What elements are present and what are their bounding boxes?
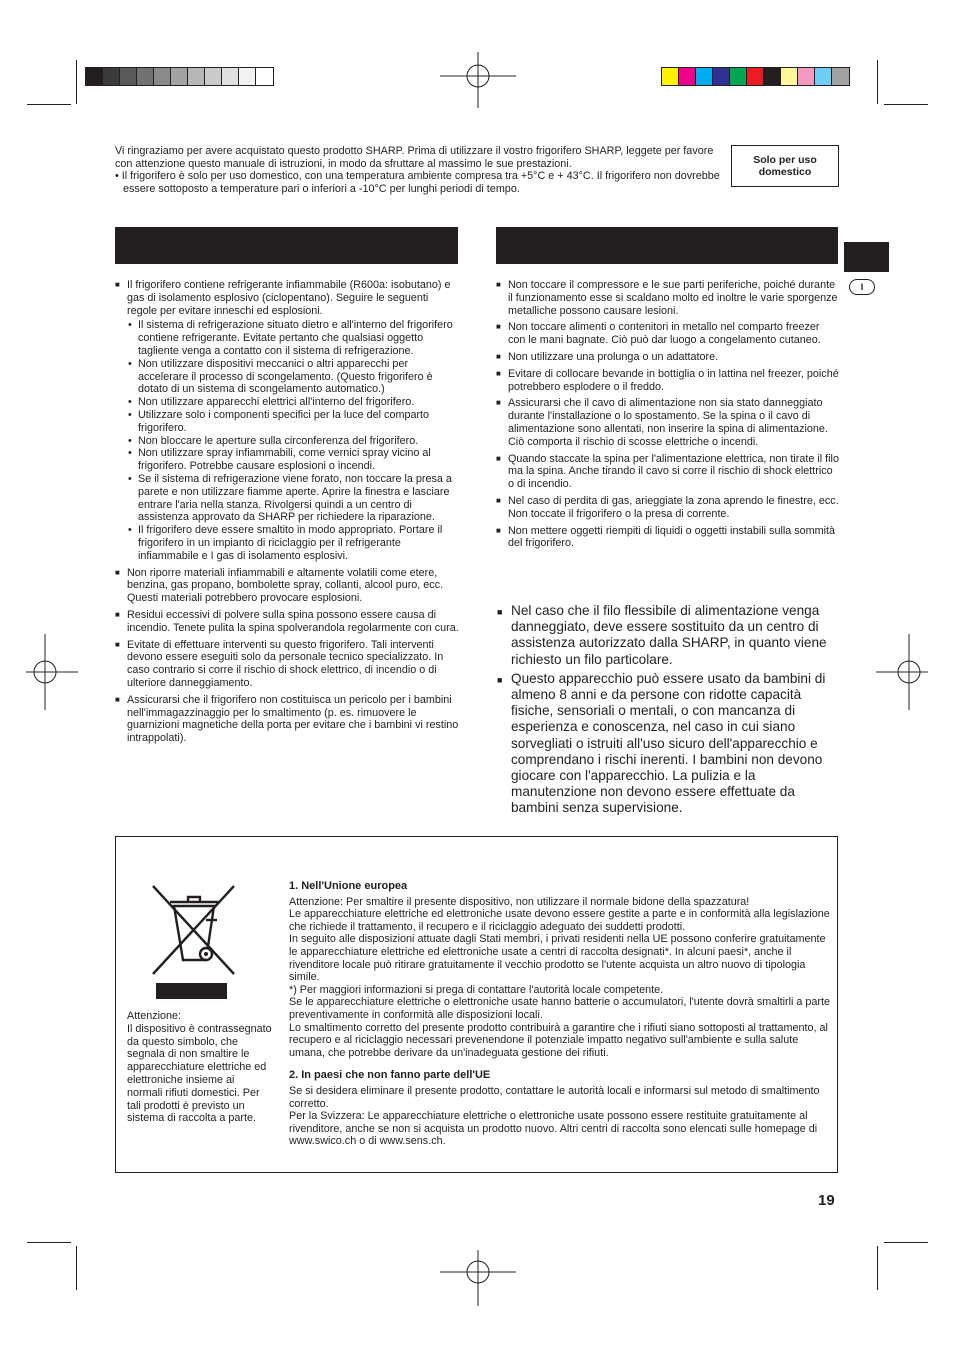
right-warnings-column [496, 279, 839, 554]
list-item: • Non bloccare le aperture sulla circonferenza del frigorifero. [127, 435, 460, 448]
crop-mark [76, 60, 77, 104]
crop-mark [27, 1242, 71, 1243]
paragraph: Le apparecchiature elettriche ed elettroniche usate devono essere gestite a parte e in conformità alla legislazione che richiede il trattamento, il recupero e il riciclaggio adeguato dei suddetti prodotti. [289, 908, 830, 933]
sub-warnings-list [127, 319, 460, 562]
section-heading-non-eu: 2. In paesi che non fanno parte dell'UE [289, 1069, 491, 1082]
attention-label: Attenzione: [127, 1010, 182, 1022]
color-swatch [747, 68, 764, 85]
list-item: ■ Quando staccate la spina per l'alimentazione elettrica, non tirate il filo ma la spina. Anche tirando il cavo si corre il rischio di shock elettrico o di incendio. [496, 453, 839, 491]
crop-mark [884, 1242, 928, 1243]
color-swatch [222, 68, 239, 85]
color-swatch [86, 68, 103, 85]
domestic-use-badge [731, 145, 839, 187]
paragraph: Attenzione: Per smaltire il presente dispositivo, non utilizzare il normale bidone della spazzatura! [289, 895, 750, 908]
list-item: ■ Nel caso di perdita di gas, arieggiate la zona aprendo le finestre, ecc. Non toccate il frigorifero o la presa di corrente. [496, 495, 839, 521]
crop-mark [884, 104, 928, 105]
list-item: ■ Non mettere oggetti riempiti di liquidi o oggetti instabili sulla sommità del frigorifero. [496, 525, 839, 551]
color-swatch [764, 68, 781, 85]
list-item: ■ Evitate di effettuare interventi su questo frigorifero. Tali interventi devono essere eseguiti solo da personale tecnico specializzato. In caso contrario si corre il rischio di shock elettrico, di incendio o di ulteriore danneggiamento. [115, 639, 460, 690]
list-item: • Non utilizzare spray infiammabili, come vernici spray vicino al frigorifero. Potrebbe causare esplosioni o incendi. [127, 447, 460, 473]
list-item: ■ Il frigorifero contiene refrigerante infiammabile (R600a: isobutano) e gas di isolamento esplosivo (ciclopentano). Seguire le seguenti regole per evitare inneschi ed esplosioni. • Il sistema di refrigerazione situato dietro e all'interno del frigorifero contiene refrigerante. Evitate pertanto che qualsiasi oggetto tagliente venga a contatto con il sistema di refrigerazione. • Non utilizzare dispositivi meccanici o altri apparecchi per accelerare il processo di scongelamento. (Questo frigorifero è dotato di un sistema di scongelamento automatico.) • Non utilizzare apparecchi elettrici all'interno del frigorifero. • Utilizzare solo i componenti specifici per la luce del comparto frigorifero. • Non bloccare le aperture sulla circonferenza del frigorifero. • Non utilizzare spray infiammabili, come vernici spray vicino al frigorifero. Potrebbe causare esplosioni o incendi. • Se il sistema di refrigerazione viene forato, non toccare la presa a parete e non utilizzare fiamme aperte. Aprire la finestra e lasciare entrare l'aria nella stanza. Rivolgersi quindi a un centro di assistenza approvato da SHARP per richiedere la riparazione. • Il frigorifero deve essere smaltito in modo appropriato. Portare il frigorifero in un impianto di riciclaggio per il refrigerante infiammabile e I gas di isolamento esplosivi. [115, 279, 460, 563]
list-item: • Il frigorifero deve essere smaltito in modo appropriato. Portare il frigorifero in un impianto di riciclaggio per il refrigerante infiammabile e I gas di isolamento esplosivi. [127, 524, 460, 562]
list-item: • Utilizzare solo i componenti specifici per la luce del comparto frigorifero. [127, 409, 460, 435]
list-item: ■ Residui eccessivi di polvere sulla spina possono essere causa di incendio. Tenete pulita la spina spolverandola regolarmente con cura. [115, 609, 460, 635]
list-item: ■ Evitare di collocare bevande in bottiglia o in lattina nel freezer, poiché potrebbero esplodere o il freddo. [496, 368, 839, 394]
crop-mark [27, 104, 71, 105]
warnings-list [496, 279, 839, 550]
color-swatch [256, 68, 273, 85]
section-heading-eu: 1. Nell'Unione europea [289, 880, 408, 892]
crop-mark [877, 1246, 878, 1290]
list-item: • Non utilizzare dispositivi meccanici o altri apparecchi per accelerare il processo di scongelamento. (Questo frigorifero è dotato di un sistema di scongelamento automatico.) [127, 358, 460, 396]
page-number: 19 [818, 1192, 835, 1209]
color-swatch [679, 68, 696, 85]
list-item: • Se il sistema di refrigerazione viene forato, non toccare la presa a parete e non utilizzare fiamme aperte. Aprire la finestra e lasciare entrare l'aria nella stanza. Rivolgersi quindi a un centro di assistenza approvato da SHARP per richiedere la riparazione. [127, 473, 460, 524]
color-swatch [154, 68, 171, 85]
color-swatch [137, 68, 154, 85]
notices-list [497, 603, 841, 817]
crossed-out-bin-icon [150, 882, 238, 1002]
intro-usage-note: • Il frigorifero è solo per uso domestico, con una temperatura ambiente compresa tra +5°C e + 43°C. Il frigorifero non dovrebbe essere sottoposto a temperature pari o inferiori a -10°C per lunghi periodi di tempo. [115, 170, 720, 195]
color-swatch [103, 68, 120, 85]
color-swatch [815, 68, 832, 85]
list-item: ■ Non riporre materiali infiammabili e altamente volatili come etere, benzina, gas propano, bombolette spray, collanti, alcool puro, ecc. Questi materiali potrebbero provocare esplosioni. [115, 567, 460, 605]
paragraph: Se si desidera eliminare il presente prodotto, contattare le autorità locali e informarsi sul metodo di smaltimento corretto. [289, 1084, 820, 1110]
disposal-symbol-note [127, 1010, 272, 1125]
left-warnings-column [115, 279, 460, 749]
section-header-bar-left [115, 227, 458, 264]
registration-target-icon [440, 1250, 516, 1306]
color-swatch [798, 68, 815, 85]
paragraph: In seguito alle disposizioni attuate dagli Stati membri, i privati residenti nella UE possono conferire gratuitamente le apparecchiature elettriche ed elettroniche usate a centri di raccolta designati*. In alcuni paesi*, anche il rivenditore locale può ritirare gratuitamente il vecchio prodotto se l'utente acquista un altro nuovo di tipologia simile. [289, 933, 826, 984]
symbol-explanation: Il dispositivo è contrassegnato da questo simbolo, che segnala di non smaltire le apparecchiature elettriche ed elettroniche insieme ai normali rifiuti domestici. Per tali prodotti è previsto un sistema di raccolta a parte. [127, 1022, 272, 1125]
list-item: ■ Non toccare il compressore e le sue parti periferiche, poiché durante il funzionamento esse si scaldano molto ed inoltre le varie sporgenze metalliche possono causare lesioni. [496, 279, 839, 317]
paragraph: *) Per maggiori informazioni si prega di contattare l'autorità locale competente. [289, 983, 664, 996]
list-item: ■ Assicurarsi che il cavo di alimentazione non sia stato danneggiato durante l'installazione o lo spostamento. Se la spina o il cavo di alimentazione sono allentati, non inserire la spina di alimentazione. Ciò comporta il rischio di scosse elettriche o incendi. [496, 397, 839, 448]
list-item: • Il sistema di refrigerazione situato dietro e all'interno del frigorifero contiene refrigerante. Evitate pertanto che qualsiasi oggetto tagliente venga a contatto con il sistema di refrigerazione. [127, 319, 460, 357]
list-item: ■ Questo apparecchio può essere usato da bambini di almeno 8 anni e da persone con ridotte capacità fisiche, sensoriali o mentali, o con mancanza di esperienza e conoscenza, nel caso in cui siano sorvegliati o istruiti all'uso sicuro dell'apparecchio e comprendano i rischi inerenti. I bambini non devono giocare con l'apparecchio. La pulizia e la manutenzione non devono essere effettuate da bambini senza supervisione. [497, 671, 841, 817]
list-item: • Non utilizzare apparecchi elettrici all'interno del frigorifero. [127, 396, 460, 409]
list-item: ■ Nel caso che il filo flessibile di alimentazione venga danneggiato, deve essere sostituito da un centro di assistenza autorizzato dalla SHARP, in quanto viene richiesto un filo particolare. [497, 603, 841, 668]
crop-mark [877, 60, 878, 104]
intro-paragraph: Vi ringraziamo per avere acquistato questo prodotto SHARP. Prima di utilizzare il vostro frigorifero SHARP, leggete per favore con attenzione questo manuale di istruzioni, in modo da sfruttare al massimo le sue prestazioni. [115, 145, 714, 170]
warnings-list [115, 279, 460, 745]
color-swatch [205, 68, 222, 85]
color-swatch [713, 68, 730, 85]
color-swatch [696, 68, 713, 85]
color-swatch [832, 68, 849, 85]
registration-target-icon [26, 634, 78, 710]
important-notices [497, 603, 841, 820]
registration-target-icon [876, 634, 928, 710]
crop-mark [76, 1246, 77, 1290]
disposal-instructions [289, 880, 834, 1148]
paragraph: Lo smaltimento corretto del presente prodotto contribuirà a garantire che i rifiuti siano sottoposti al trattamento, al recupero e al riciclaggio necessari prevenendone il potenziale impatto negativo sull'ambiente e sulla salute umana, che potrebbe derivare da un'inadeguata gestione dei rifiuti. [289, 1021, 828, 1059]
color-swatch [188, 68, 205, 85]
color-calibration-bar [661, 67, 850, 86]
language-indicator: I [849, 279, 875, 295]
color-swatch [781, 68, 798, 85]
color-swatch [730, 68, 747, 85]
color-swatch [120, 68, 137, 85]
color-swatch [239, 68, 256, 85]
section-header-bar-right [496, 227, 838, 264]
language-tab [844, 242, 889, 272]
grayscale-calibration-bar [85, 67, 274, 86]
color-swatch [662, 68, 679, 85]
color-swatch [171, 68, 188, 85]
list-item: ■ Non toccare alimenti o contenitori in metallo nel comparto freezer con le mani bagnate. Ciò può dar luogo a congelamento cutaneo. [496, 321, 839, 347]
paragraph: Se le apparecchiature elettriche o elettroniche usate hanno batterie o accumulatori, l'utente dovrà smaltirli a parte preventivamente in conformità alle disposizioni locali. [289, 996, 831, 1021]
registration-target-icon [440, 52, 516, 108]
domestic-use-label: Solo per uso domestico [753, 154, 817, 178]
paragraph: Per la Svizzera: Le apparecchiature elettriche o elettroniche usate possono essere restituite gratuitamente al rivenditore, anche se non si acquista un prodotto nuovo. Altri centri di raccolta sono elencati sulle homepage di www.swico.ch o di www.sens.ch. [289, 1110, 818, 1148]
list-item: ■ Non utilizzare una prolunga o un adattatore. [496, 351, 839, 364]
intro-text [115, 145, 725, 195]
list-item: ■ Assicurarsi che il frigorifero non costituisca un pericolo per i bambini nell'immagazzinaggio per lo smaltimento (p. es. rimuovere le guarnizioni magnetiche della porta per evitare che i bambini vi restino intrappolati). [115, 694, 460, 745]
